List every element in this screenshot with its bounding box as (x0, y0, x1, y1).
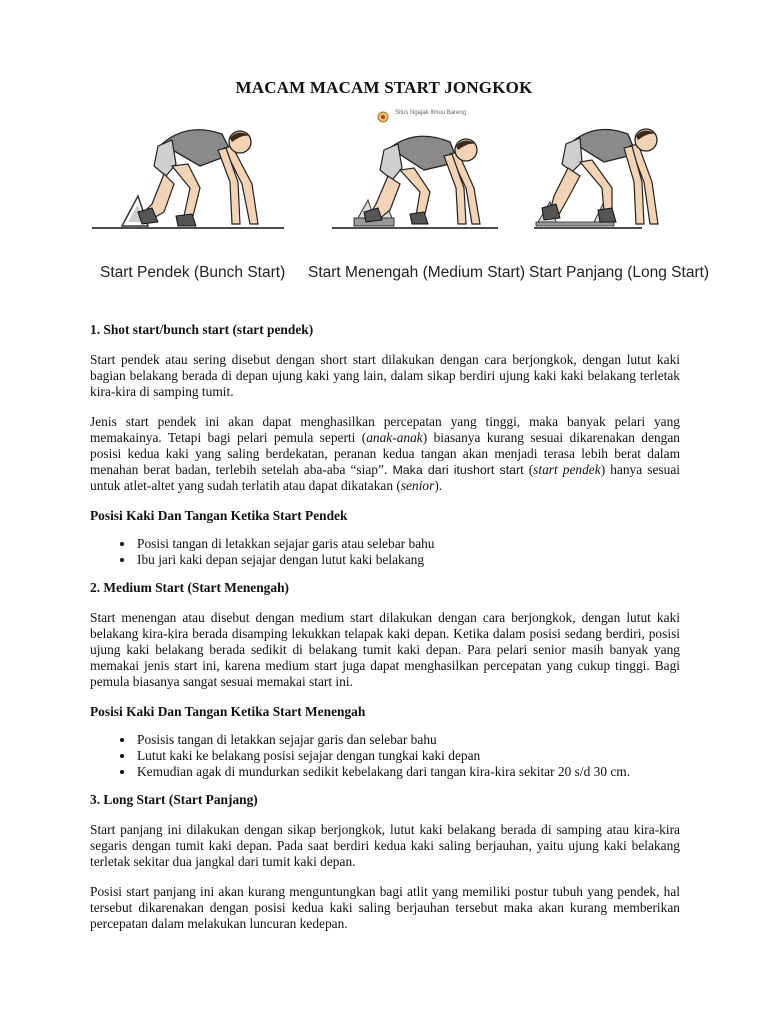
long-start-illustration (529, 104, 710, 281)
document-body (90, 322, 680, 946)
runner-bunch-icon (92, 104, 292, 254)
start-positions-figure (92, 104, 710, 299)
section-1-paragraph-1: Start pendek atau sering disebut dengan short start dilakukan dengan cara berjongkok, dengan lutut kaki bagian belakang berada di depan ujung kaki yang lain, dalam sikap berdiri ujung kaki kaki belakang terletak kira-kira di samping tumit. (90, 352, 680, 399)
section-3-paragraph-1: Start panjang ini dilakukan dengan sikap berjongkok, lutut kaki belakang berada di samping atau kira-kira segaris dengan tumit kaki depan. Pada saat berdiri kedua kaki saling berjauhan, yaitu ujung kaki belakang terletak sekitar dua jangkal dari tumit kaki depan. (90, 822, 680, 869)
text-run: ) hanya sesuai untuk atlet-altet yang sudah terlatih atau dapat dikatakan ( (90, 462, 680, 493)
text-run: ) biasanya kurang sesuai dikarenakan dengan posisi kedua kaki yang saling berdekatan, peranan kedua tangan akan menjadi terasa lebih berat dalam menahan berat badan, terlebih setelah aba-aba “siap”. (90, 430, 680, 477)
logo-text: Situs Ngajak Ilmuu Bareng (395, 110, 467, 116)
text-run: Jenis start pendek ini akan dapat menghasilkan percepatan yang tinggi, maka banyak pelari yang memakainya. Tetapi bagi pelari pemula seperti ( (90, 414, 680, 445)
section-1-bullet-list (90, 536, 680, 568)
list-item: • Kemudian agak di mundurkan sedikit kebelakang dari tangan kira-kira sekitar 20 s/d 30 cm. (135, 764, 680, 780)
emphasis: anak-anak (366, 430, 423, 445)
list-item: • Ibu jari kaki depan sejajar dengan lutut kaki belakang (135, 552, 680, 568)
caption-medium-start: Start Menengah (Medium Start) (308, 264, 526, 281)
list-item: • Posisi tangan di letakkan sejajar garis atau selebar bahu (135, 536, 680, 552)
page-title: MACAM MACAM START JONGKOK (235, 78, 533, 97)
section-2-heading: 2. Medium Start (Start Menengah) (90, 580, 289, 595)
emphasis: start pendek (533, 462, 601, 477)
section-2-bullet-list (90, 732, 680, 780)
text-run: ). (434, 478, 443, 493)
caption-bunch-start: Start Pendek (Bunch Start) (100, 264, 286, 281)
section-1-heading: 1. Shot start/bunch start (start pendek) (90, 322, 314, 337)
section-1-subheading: Posisi Kaki Dan Tangan Ketika Start Pendek (90, 508, 348, 523)
text-run-sans: Maka dari itushort start (387, 463, 524, 477)
bunch-start-illustration (92, 104, 292, 281)
list-item: • Posisis tangan di letakkan sejajar garis dan selebar bahu (135, 732, 680, 748)
section-1-paragraph-2 (90, 414, 680, 494)
runner-medium-icon (312, 104, 502, 254)
emphasis: senior (400, 478, 435, 493)
runner-long-icon (532, 104, 692, 254)
section-2-subheading: Posisi Kaki Dan Tangan Ketika Start Menengah (90, 704, 366, 719)
section-3-heading: 3. Long Start (Start Panjang) (90, 792, 258, 807)
section-3-paragraph-2: Posisi start panjang ini akan kurang menguntungkan bagi atlit yang memiliki postur tubuh yang pendek, hal tersebut dikarenakan dengan posisi kedua kaki saling berjauhan tersebut maka akan kurang memberikan percepatan dalam melakukan luncuran kedepan. (90, 884, 680, 931)
list-item: • Lutut kaki ke belakang posisi sejajar dengan tungkai kaki depan (135, 748, 680, 764)
text-run: ( (523, 462, 534, 477)
caption-long-start: Start Panjang (Long Start) (529, 264, 710, 281)
medium-start-illustration (308, 104, 526, 281)
section-2-paragraph-1: Start menengan atau disebut dengan medium start dilakukan dengan cara berjongkok, dengan lutut kaki belakang kira-kira berada disamping lekukkan telapak kaki depan. Ketika dalam posisi sedang berdiri, posisi ujung kaki belakang berada sedikit di belakang tumit kaki depan. Para pelari senior masih banyak yang memakai jenis start ini, karena medium start juga dapat menghasilkan percepatan yang cukup tinggi. Bagi pemula biasanya sangat sesuai memakai start ini. (90, 610, 680, 689)
